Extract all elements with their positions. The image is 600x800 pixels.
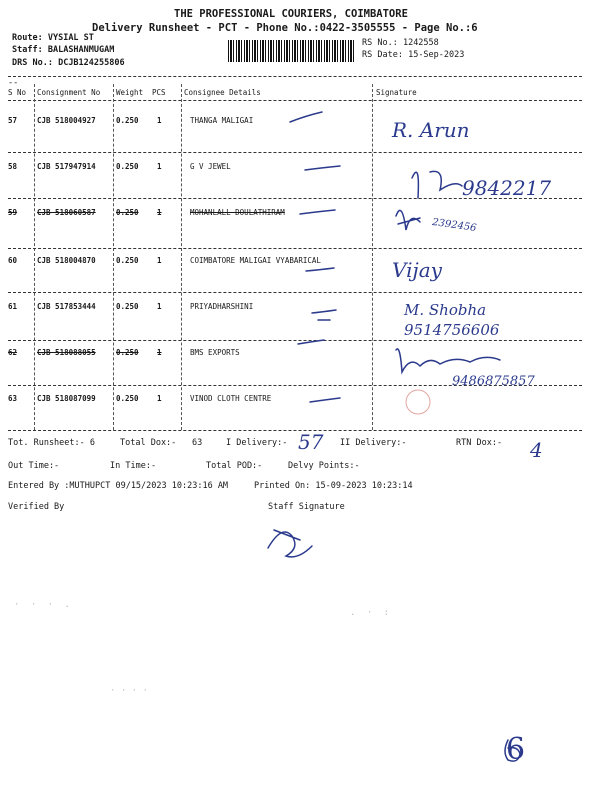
total-dox-value: 63	[192, 438, 203, 448]
scan-artifact: · · · ·	[110, 686, 148, 696]
row-pcs: 1	[157, 162, 162, 171]
signature-handwriting: R. Arun	[392, 118, 470, 142]
tick-mark	[312, 310, 336, 313]
stamp-mark	[406, 390, 430, 414]
row-pcs: 1	[157, 116, 162, 125]
route-value: VYSIAL ST	[47, 33, 94, 43]
tick-mark	[290, 112, 322, 122]
rs-date-value: 15-Sep-2023	[408, 50, 465, 60]
col-weight: Weight	[116, 88, 144, 97]
col-pcs: PCS	[152, 88, 166, 97]
row-consignment: CJB 518004870	[37, 256, 96, 265]
verified-by: Verified By	[8, 502, 65, 512]
row-weight: 0.250	[116, 348, 139, 357]
row-consignment: CJB 518004927	[37, 116, 96, 125]
company-title: THE PROFESSIONAL COURIERS, COIMBATORE	[174, 8, 408, 20]
signature-handwriting: 2392456	[431, 216, 478, 235]
signature-handwriting: 9486875857	[452, 374, 535, 389]
drs-value: DCJB124255806	[58, 58, 125, 68]
signature-handwriting: 9842217	[462, 176, 552, 200]
row-consignee: COIMBATORE MALIGAI VYABARICAL	[190, 256, 321, 265]
i-delivery-handwritten: 57	[298, 430, 324, 454]
row-pcs: 1	[157, 256, 162, 265]
staff-value: BALASHANMUGAM	[47, 45, 115, 55]
row-consignee: G V JEWEL	[190, 162, 231, 171]
ii-delivery-label: II Delivery:-	[340, 438, 407, 448]
scribble-signature	[412, 171, 462, 198]
tick-mark	[310, 398, 340, 402]
col-consignee: Consignee Details	[184, 88, 261, 97]
total-dox-label: Total Dox:-	[120, 438, 177, 448]
tick-mark	[306, 268, 334, 271]
row-pcs: 1	[157, 302, 162, 311]
rs-no-value: 1242558	[402, 38, 439, 48]
signature-handwriting: M. Shobha 9514756606	[404, 301, 500, 339]
printed-on: Printed On: 15-09-2023 10:23:14	[254, 481, 413, 491]
tot-runsheet: Tot. Runsheet:- 6	[8, 438, 95, 448]
row-weight: 0.250	[116, 256, 139, 265]
row-consignment: CJB 517947914	[37, 162, 96, 171]
rtn-dox-handwritten: 4	[530, 438, 543, 462]
row-sno: 57	[8, 116, 18, 125]
scan-artifact: · · · .	[14, 600, 73, 610]
table-header-marker: --	[8, 78, 19, 88]
rtn-dox-label: RTN Dox:-	[456, 438, 503, 448]
route-label: Route:	[12, 33, 43, 43]
row-consignee: MOHANLALL DOULATHIRAM	[190, 208, 285, 217]
entered-by: Entered By :MUTHUPCT 09/15/2023 10:23:16 AM	[8, 481, 229, 491]
row-consignment: CJB 518060587	[37, 208, 96, 217]
row-consignee: PRIYADHARSHINI	[190, 302, 254, 311]
row-sno: 62	[8, 348, 18, 357]
delvy-points: Delvy Points:-	[288, 461, 360, 471]
row-weight: 0.250	[116, 394, 139, 403]
row-weight: 0.250	[116, 162, 139, 171]
row-sno: 60	[8, 256, 18, 265]
scribble-signature	[396, 210, 420, 230]
signature-handwriting: Vijay	[392, 258, 442, 282]
tick-mark	[300, 210, 335, 214]
runsheet-title: Delivery Runsheet - PCT - Phone No.:0422-3505555 - Page No.:6	[92, 22, 478, 34]
out-time: Out Time:-	[8, 461, 60, 471]
row-weight: 0.250	[116, 208, 139, 217]
col-signature: Signature	[376, 88, 417, 97]
row-consignee: VINOD CLOTH CENTRE	[190, 394, 272, 403]
row-weight: 0.250	[116, 116, 139, 125]
staff-signature-label: Staff Signature	[268, 502, 345, 512]
rs-no-label: RS No.:	[362, 38, 398, 48]
page-number-handwritten: 6	[506, 732, 526, 767]
row-sno: 61	[8, 302, 18, 311]
rs-date-label: RS Date:	[362, 50, 403, 60]
tick-mark	[305, 166, 340, 170]
staff-label: Staff:	[12, 45, 43, 55]
row-consignee: THANGA MALIGAI	[190, 116, 254, 125]
tick-mark	[298, 340, 324, 344]
row-pcs: 1	[157, 348, 162, 357]
row-consignment: CJB 517853444	[37, 302, 96, 311]
staff-signature-mark	[268, 530, 312, 557]
in-time: In Time:-	[110, 461, 157, 471]
row-pcs: 1	[157, 208, 162, 217]
row-consignee: BMS EXPORTS	[190, 348, 240, 357]
col-sno: S No	[8, 88, 27, 97]
scribble-signature	[396, 349, 500, 372]
row-consignment: CJB 518088055	[37, 348, 96, 357]
row-pcs: 1	[157, 394, 162, 403]
i-delivery-label: I Delivery:-	[226, 438, 288, 448]
row-sno: 58	[8, 162, 18, 171]
row-sno: 63	[8, 394, 18, 403]
total-pod: Total POD:-	[206, 461, 263, 471]
row-consignment: CJB 518087099	[37, 394, 96, 403]
row-sno: 59	[8, 208, 18, 217]
drs-label: DRS No.:	[12, 58, 53, 68]
col-consignment: Consignment No	[37, 88, 101, 97]
row-weight: 0.250	[116, 302, 139, 311]
scan-artifact: . · :	[350, 608, 393, 618]
